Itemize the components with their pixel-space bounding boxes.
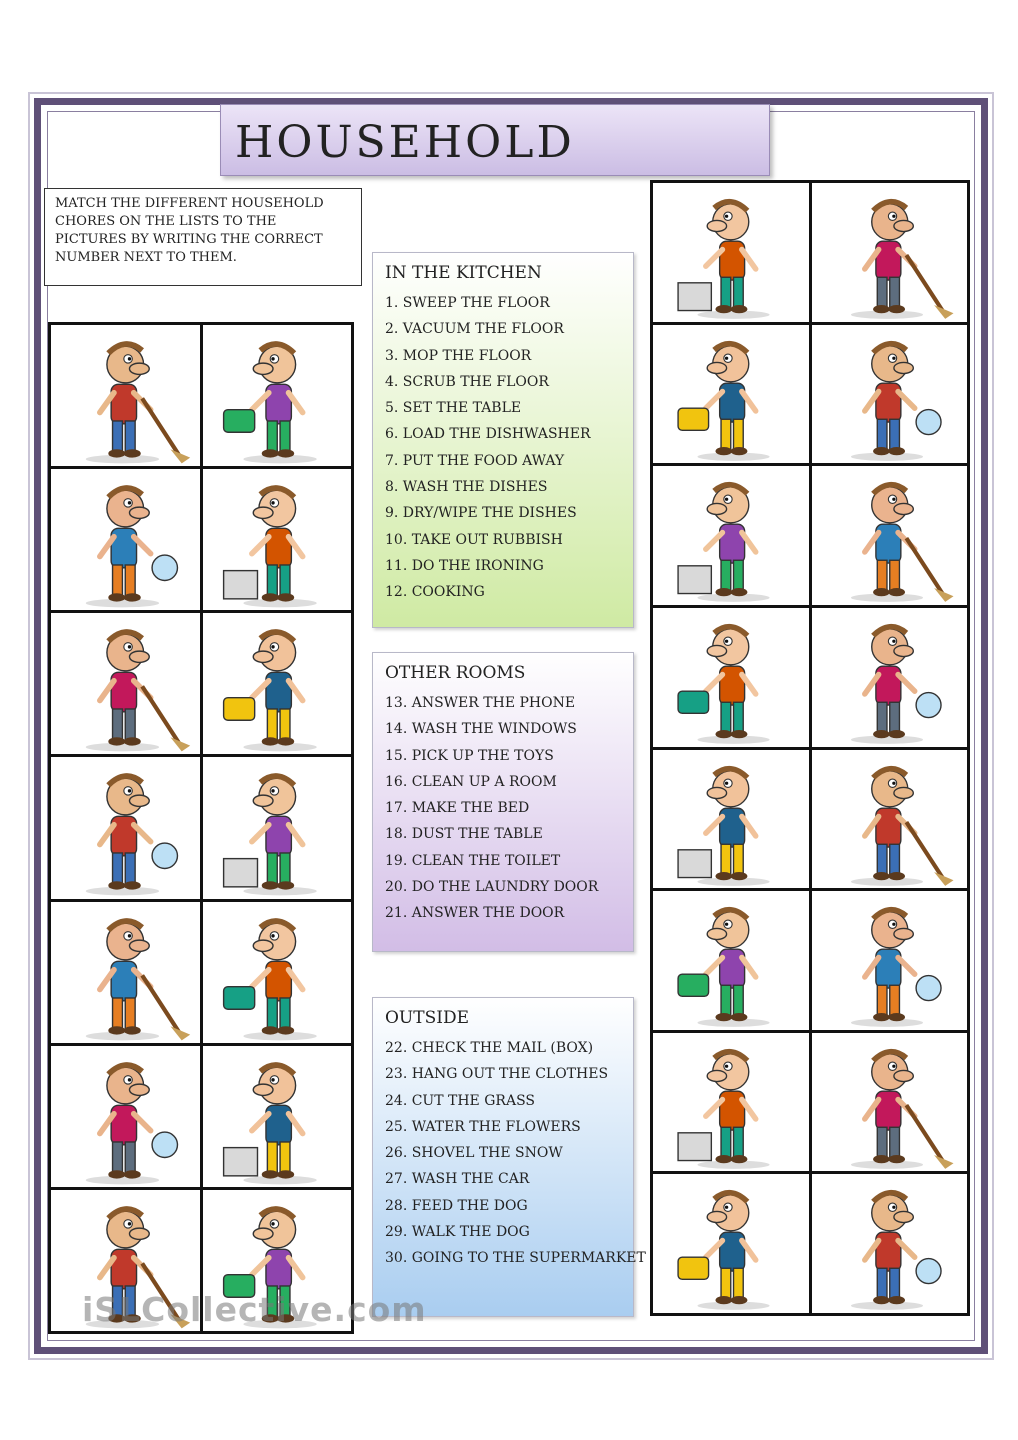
chore-item: 11. DO THE IRONING xyxy=(385,557,544,574)
picture-mop-floor xyxy=(812,608,968,747)
picture-load-dishwasher xyxy=(812,1174,968,1313)
picture-laundry xyxy=(203,325,352,466)
chore-item: 10. TAKE OUT RUBBISH xyxy=(385,531,563,548)
chore-item: 15. PICK UP THE TOYS xyxy=(385,747,554,764)
chore-item: 1. SWEEP THE FLOOR xyxy=(385,295,550,311)
picture-clean-toilet xyxy=(203,757,352,898)
picture-answer-door xyxy=(51,757,200,898)
chore-item: 22. CHECK THE MAIL (BOX) xyxy=(385,1040,594,1056)
chore-item: 25. WATER THE FLOWERS xyxy=(385,1118,581,1135)
title-banner xyxy=(220,104,770,176)
picture-vacuum xyxy=(812,466,968,605)
picture-put-away xyxy=(812,750,968,889)
picture-grid-right xyxy=(650,180,970,1316)
chore-item: 8. WASH THE DISHES xyxy=(385,479,548,496)
picture-make-bed xyxy=(812,1033,968,1172)
page-title: HOUSEHOLD xyxy=(235,117,575,168)
instructions-text: MATCH THE DIFFERENT HOUSEHOLD CHORES ON THE LISTS TO THE PICTURES BY WRITING THE CORRECT NUMBER NEXT TO THEM. xyxy=(55,196,324,265)
chore-item: 16. CLEAN UP A ROOM xyxy=(385,773,557,790)
watermark: iSLCollective.com xyxy=(82,1290,427,1329)
chore-item: 18. DUST THE TABLE xyxy=(385,826,543,843)
picture-feed-dog xyxy=(203,902,352,1043)
picture-cooking xyxy=(203,1046,352,1187)
chore-item: 5. SET THE TABLE xyxy=(385,400,522,417)
picture-dry-dishes xyxy=(653,183,809,322)
picture-walk-dog xyxy=(653,891,809,1030)
chore-item: 17. MAKE THE BED xyxy=(385,800,530,817)
chore-item: 26. SHOVEL THE SNOW xyxy=(385,1145,563,1162)
picture-wash-windows xyxy=(812,891,968,1030)
picture-wash-car xyxy=(653,325,809,464)
chore-item: 30. GOING TO THE SUPERMARKET xyxy=(385,1250,646,1267)
chore-item: 28. FEED THE DOG xyxy=(385,1197,528,1214)
list-heading: OTHER ROOMS xyxy=(385,663,526,683)
outside-list xyxy=(372,997,646,1317)
picture-grid-left xyxy=(48,322,354,1334)
picture-messy-room xyxy=(203,469,352,610)
list-heading: OUTSIDE xyxy=(385,1008,470,1028)
other-rooms-list xyxy=(372,652,634,952)
chore-item: 14. WASH THE WINDOWS xyxy=(385,721,577,738)
instructions-box xyxy=(44,188,362,286)
picture-ironing xyxy=(653,608,809,747)
chore-item: 4. SCRUB THE FLOOR xyxy=(385,373,549,390)
chore-item: 23. HANG OUT THE CLOTHES xyxy=(385,1066,609,1083)
chore-item: 12. COOKING xyxy=(385,584,485,601)
picture-check-mail xyxy=(653,750,809,889)
picture-rubbish xyxy=(51,902,200,1043)
chore-item: 6. LOAD THE DISHWASHER xyxy=(385,426,591,443)
chore-item: 9. DRY/WIPE THE DISHES xyxy=(385,505,577,522)
picture-pick-up-toys xyxy=(653,466,809,605)
chore-item: 2. VACUUM THE FLOOR xyxy=(385,321,564,338)
picture-sweep-floor xyxy=(51,1046,200,1187)
chore-item: 29. WALK THE DOG xyxy=(385,1224,530,1241)
picture-cut-grass xyxy=(653,1033,809,1172)
chore-item: 20. DO THE LAUNDRY DOOR xyxy=(385,879,599,896)
chore-item: 27. WASH THE CAR xyxy=(385,1171,530,1188)
kitchen-list xyxy=(372,252,634,628)
chore-item: 3. MOP THE FLOOR xyxy=(385,347,532,364)
picture-wash-dishes xyxy=(653,1174,809,1313)
picture-dust-table xyxy=(203,613,352,754)
list-heading: IN THE KITCHEN xyxy=(385,263,542,283)
chore-item: 19. CLEAN THE TOILET xyxy=(385,852,561,869)
picture-shovel-snow xyxy=(51,469,200,610)
chore-item: 13. ANSWER THE PHONE xyxy=(385,695,576,711)
picture-phone xyxy=(812,183,968,322)
chore-item: 24. CUT THE GRASS xyxy=(385,1092,536,1109)
picture-hang-clothes xyxy=(812,325,968,464)
chore-item: 21. ANSWER THE DOOR xyxy=(385,905,565,922)
picture-set-table xyxy=(51,325,200,466)
chore-item: 7. PUT THE FOOD AWAY xyxy=(385,452,565,469)
picture-scrub-floor xyxy=(51,613,200,754)
